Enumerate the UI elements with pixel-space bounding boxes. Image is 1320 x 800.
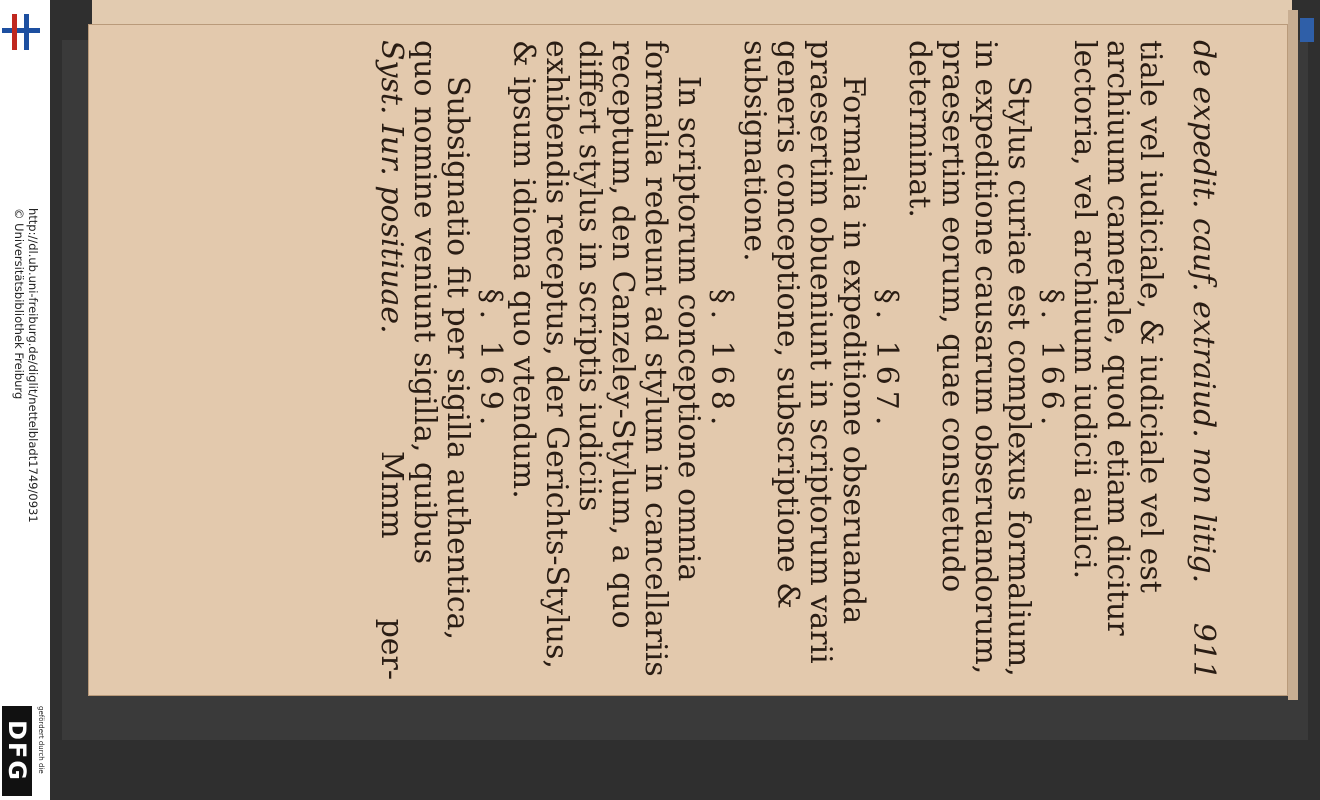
paragraph-168: In scriptorum conceptione omnia formalia redeunt ad stylum in cancellariis receptum, den Canzeley-Stylum, a quo differt stylus in scriptis iudiciis exhibendis receptus, der Gerichts-Stylus, & ipsum idioma quo vtendum.	[506, 40, 706, 677]
paragraph-166: Stylus curiae est complexus formalium, in expeditione causarum obseruandorum, praesertim eorum, quae consuetudo determinat.	[902, 40, 1036, 677]
catchword: per-	[374, 618, 409, 680]
section-heading-167: §. 167.	[869, 288, 904, 432]
funding-caption: gefördert durch die	[37, 706, 45, 774]
page-footer	[375, 40, 408, 680]
source-url[interactable]: http://dl.ub.uni-freiburg.de/diglit/nettelbladt1749/0931	[26, 208, 40, 523]
running-head-title: de expedit. cauf. extraiud. non litig.	[1186, 40, 1221, 584]
viewer-right-tab[interactable]	[1300, 18, 1314, 42]
viewer-sidebar	[0, 0, 50, 800]
footer-title: Syst. Iur. positiuae.	[374, 40, 409, 334]
dfg-logo-text: DFG	[3, 719, 31, 782]
running-header	[1187, 40, 1220, 680]
dfg-logo	[2, 706, 32, 796]
paragraph-169: Subsignatio fit per sigilla authentica, quo nomine veniunt sigilla, quibus	[407, 40, 475, 641]
viewer-source-text	[10, 208, 40, 648]
signature-mark: Mmm	[374, 450, 409, 539]
paragraph-167: Formalia in expeditione obseruanda praesertim obueniunt in scriptorum varii generis conceptione, subscriptione & subsignatione.	[737, 40, 871, 664]
section-heading-169: §. 169.	[473, 288, 508, 432]
section-heading-166: §. 166.	[1034, 288, 1069, 432]
page-number: 911	[1186, 622, 1221, 680]
university-logo-icon	[2, 8, 42, 56]
copyright-notice: © Universitätsbibliothek Freiburg	[12, 208, 26, 400]
page-text-block	[94, 40, 1220, 680]
paragraph-continuation: tiale vel iudiciale, & iudiciale vel est archiuum camerale, quod etiam dicitur lectoria, vel archiuum iudicii aulici.	[1067, 40, 1168, 636]
dfg-funding-block	[2, 706, 48, 796]
section-heading-168: §. 168.	[704, 288, 739, 432]
page-fore-edge	[1288, 10, 1298, 700]
